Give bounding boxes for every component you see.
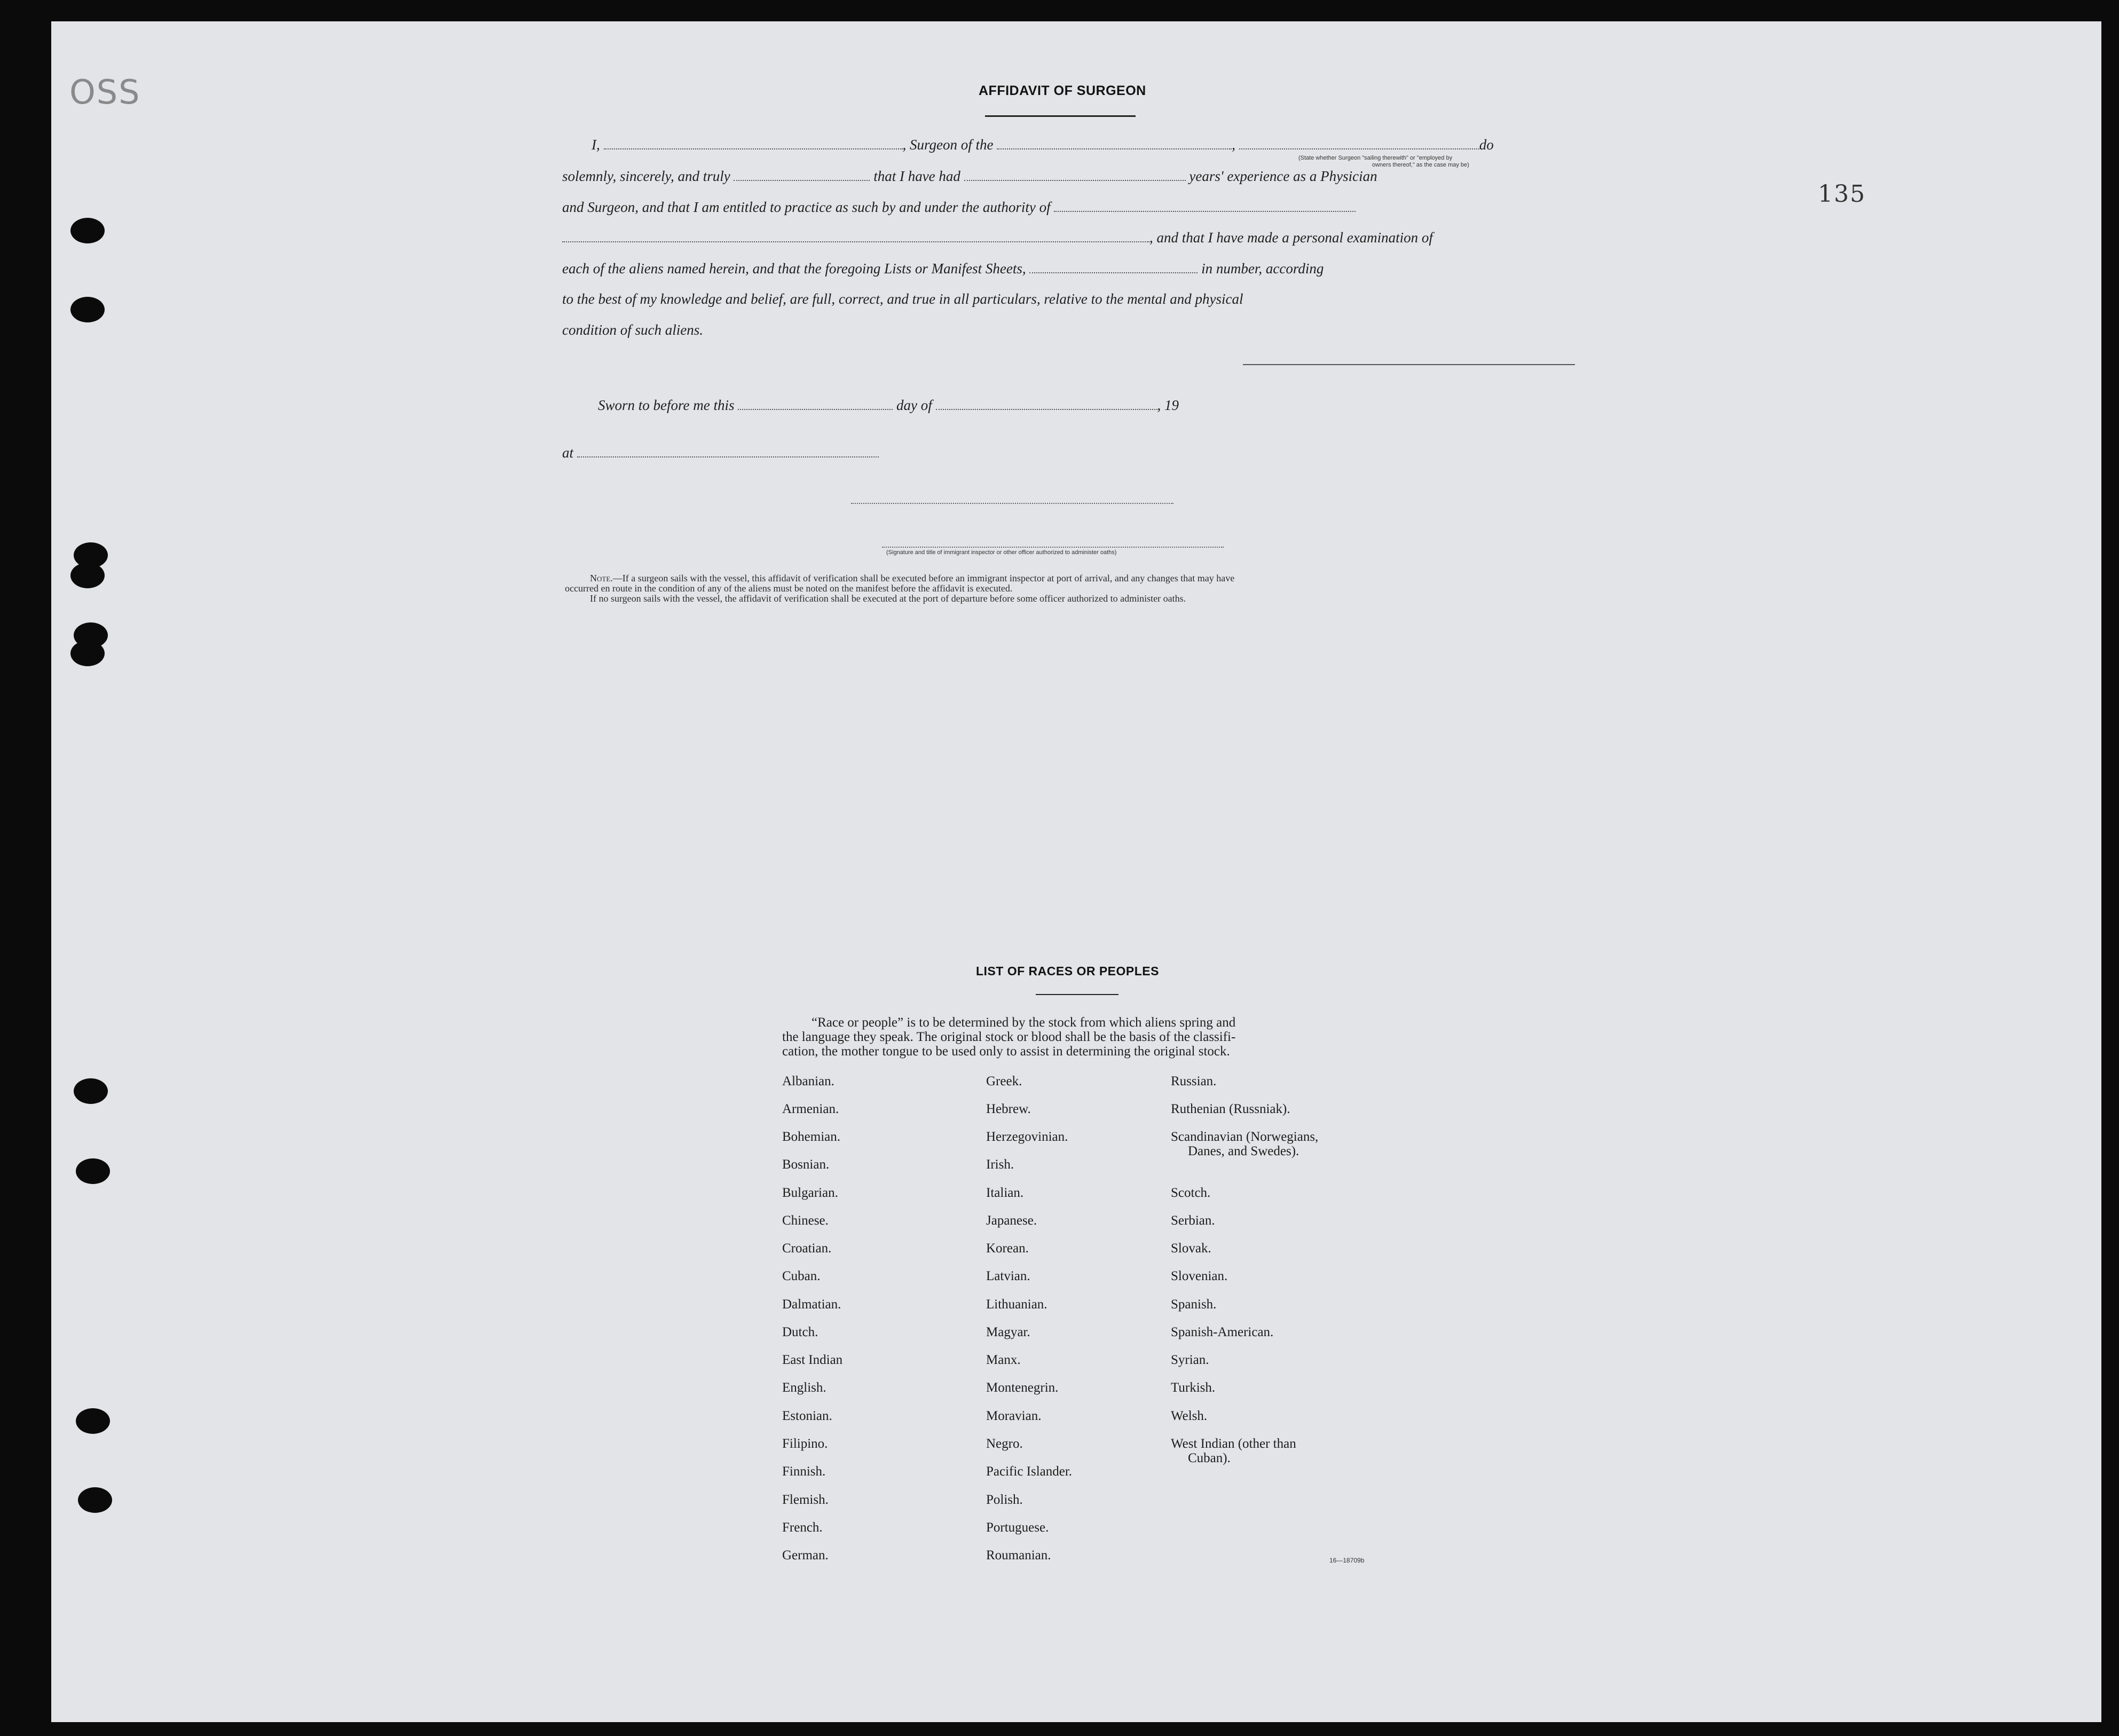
race-item: Welsh.	[1171, 1409, 1208, 1423]
note-line-3: If no surgeon sails with the vessel, the affidavit of verification shall be executed at the port of departure before some officer authorized to administer oaths.	[590, 593, 1186, 604]
years-experience-blank[interactable]	[964, 177, 1186, 181]
race-item: Bohemian.	[782, 1130, 841, 1144]
form-code: 16—18709b	[1329, 1557, 1365, 1564]
affidavit-line-3	[562, 200, 1356, 215]
note-label: Note.	[590, 573, 613, 583]
surgeon-name-blank[interactable]	[604, 145, 903, 149]
surgeon-status-blank[interactable]	[1239, 145, 1479, 149]
race-item: Russian.	[1171, 1074, 1217, 1088]
race-item: Roumanian.	[986, 1548, 1051, 1563]
text-year-19: , 19	[1157, 397, 1179, 413]
races-intro-line-2: the language they speak. The original stock or blood shall be the basis of the classifi-	[782, 1030, 1236, 1044]
text-do: do	[1479, 137, 1494, 153]
race-item: Japanese.	[986, 1213, 1037, 1228]
race-item: Ruthenian (Russniak).	[1171, 1102, 1290, 1116]
text-condition-of-aliens: condition of such aliens.	[562, 322, 703, 338]
text-personal-examination: , and that I have made a personal examination of	[1149, 230, 1433, 246]
race-item: Polish.	[986, 1493, 1023, 1507]
race-item: West Indian (other than	[1171, 1437, 1296, 1451]
race-item: Herzegovinian.	[986, 1130, 1068, 1144]
race-item: Pacific Islander.	[986, 1464, 1073, 1479]
inspector-title-line[interactable]	[882, 547, 1224, 548]
page-number: 135	[1818, 180, 1866, 208]
note-text-1: —If a surgeon sails with the vessel, this affidavit of verification shall be executed before an immigrant inspector at port of arrival, and any changes that may have	[612, 573, 1235, 583]
race-item: Dutch.	[782, 1325, 818, 1339]
race-item: Scandinavian (Norwegians,	[1171, 1130, 1319, 1144]
races-title-rule	[1036, 994, 1118, 995]
binder-hole-8	[76, 1158, 110, 1184]
race-item: Greek.	[986, 1074, 1022, 1088]
race-item: Bulgarian.	[782, 1186, 838, 1200]
licensing-authority-continued-blank[interactable]	[562, 238, 1149, 242]
text-knowledge-and-belief: to the best of my knowledge and belief, are full, correct, and true in all particulars, relative to the mental and physical	[562, 291, 1243, 307]
race-item: Syrian.	[1171, 1353, 1209, 1367]
race-item: Latvian.	[986, 1269, 1030, 1283]
race-item: Magyar.	[986, 1325, 1030, 1339]
binder-hole-2	[70, 297, 105, 322]
affidavit-line-5	[562, 262, 1324, 276]
affidavit-title-rule	[985, 115, 1136, 117]
race-item: Albanian.	[782, 1074, 834, 1088]
text-in-number: in number, according	[1201, 261, 1324, 277]
race-item: Korean.	[986, 1241, 1029, 1256]
surgeon-signature-line[interactable]	[1243, 364, 1575, 365]
vessel-name-blank[interactable]	[997, 145, 1232, 149]
surgeon-status-note-1: (State whether Surgeon "sailing therewith" or "employed by	[1298, 155, 1453, 161]
text-day-of: day of	[896, 397, 932, 413]
sworn-month-blank[interactable]	[936, 406, 1157, 410]
race-item: Scotch.	[1171, 1186, 1211, 1200]
race-item: Flemish.	[782, 1493, 829, 1507]
race-item: Cuban.	[782, 1269, 821, 1283]
race-item: Turkish.	[1171, 1380, 1216, 1395]
race-item: Slovak.	[1171, 1241, 1211, 1256]
race-item: Spanish-American.	[1171, 1325, 1274, 1339]
races-intro-line-1: “Race or people” is to be determined by the stock from which aliens spring and	[812, 1015, 1236, 1030]
race-item: French.	[782, 1520, 823, 1535]
document-page	[51, 21, 2101, 1722]
sworn-line	[598, 398, 1179, 413]
race-item: Bosnian.	[782, 1157, 830, 1172]
sworn-place-blank[interactable]	[577, 453, 879, 457]
binder-hole-9	[76, 1408, 110, 1434]
race-item-continuation: Danes, and Swedes).	[1188, 1144, 1299, 1158]
binder-hole-1	[70, 218, 105, 243]
race-item: Slovenian.	[1171, 1269, 1228, 1283]
affidavit-line-1	[592, 138, 1494, 152]
text-aliens-named-herein: each of the aliens named herein, and that the foregoing Lists or Manifest Sheets,	[562, 261, 1026, 277]
signature-caption: (Signature and title of immigrant inspector or other officer authorized to administer oaths)	[886, 549, 1117, 556]
affidavit-line-2	[562, 169, 1377, 184]
affidavit-line-7	[562, 323, 703, 337]
licensing-authority-blank[interactable]	[1054, 208, 1356, 212]
oath-form-blank[interactable]	[734, 177, 870, 181]
binder-hole-7	[74, 1078, 108, 1104]
affidavit-line-6	[562, 292, 1243, 306]
race-item: Montenegrin.	[986, 1380, 1059, 1395]
race-item: Chinese.	[782, 1213, 829, 1228]
race-item: Serbian.	[1171, 1213, 1215, 1228]
race-item: Dalmatian.	[782, 1297, 841, 1312]
race-item: German.	[782, 1548, 829, 1563]
text-years-experience: years' experience as a Physician	[1189, 168, 1377, 184]
races-title: LIST OF RACES OR PEOPLES	[976, 964, 1159, 978]
text-at: at	[562, 445, 574, 461]
note-line-2: occurred en route in the condition of any of the aliens must be noted on the manifest before the affidavit is executed.	[565, 583, 1013, 594]
race-item: English.	[782, 1380, 826, 1395]
text-surgeon-of-the: , Surgeon of the	[902, 137, 994, 153]
sheet-count-blank[interactable]	[1029, 269, 1198, 273]
handwritten-mark: OSS	[69, 73, 141, 112]
binder-hole-4	[70, 563, 105, 588]
surgeon-status-note-2: owners thereof," as the case may be)	[1372, 162, 1469, 168]
race-item: Portuguese.	[986, 1520, 1049, 1535]
affidavit-line-4	[562, 231, 1433, 245]
race-item: Lithuanian.	[986, 1297, 1047, 1312]
text-comma: ,	[1232, 137, 1235, 153]
affidavit-title: AFFIDAVIT OF SURGEON	[979, 83, 1146, 98]
race-item: Moravian.	[986, 1409, 1042, 1423]
races-intro-line-3: cation, the mother tongue to be used only to assist in determining the original stock.	[782, 1044, 1230, 1059]
race-item: Italian.	[986, 1186, 1024, 1200]
race-item: Spanish.	[1171, 1297, 1217, 1312]
sworn-day-blank[interactable]	[738, 406, 893, 410]
race-item: Armenian.	[782, 1102, 839, 1116]
race-item: Manx.	[986, 1353, 1021, 1367]
text-that-i-have-had: that I have had	[873, 168, 960, 184]
race-item: Finnish.	[782, 1464, 826, 1479]
race-item: Irish.	[986, 1157, 1014, 1172]
binder-hole-10	[78, 1487, 112, 1513]
race-item: Hebrew.	[986, 1102, 1031, 1116]
text-authority: and Surgeon, and that I am entitled to practice as such by and under the authority of	[562, 199, 1051, 215]
race-item: Croatian.	[782, 1241, 832, 1256]
race-item: Estonian.	[782, 1409, 832, 1423]
text-sworn-to-before-me: Sworn to before me this	[598, 397, 735, 413]
binder-hole-6	[70, 641, 105, 666]
text-i: I,	[592, 137, 600, 153]
text-solemnly: solemnly, sincerely, and truly	[562, 168, 730, 184]
race-item: East Indian	[782, 1353, 843, 1367]
note-line-1	[590, 573, 1234, 583]
race-item-continuation: Cuban).	[1188, 1451, 1231, 1465]
inspector-signature-line[interactable]	[851, 503, 1173, 504]
race-item: Filipino.	[782, 1437, 828, 1451]
sworn-place-line	[562, 446, 879, 460]
race-item: Negro.	[986, 1437, 1023, 1451]
